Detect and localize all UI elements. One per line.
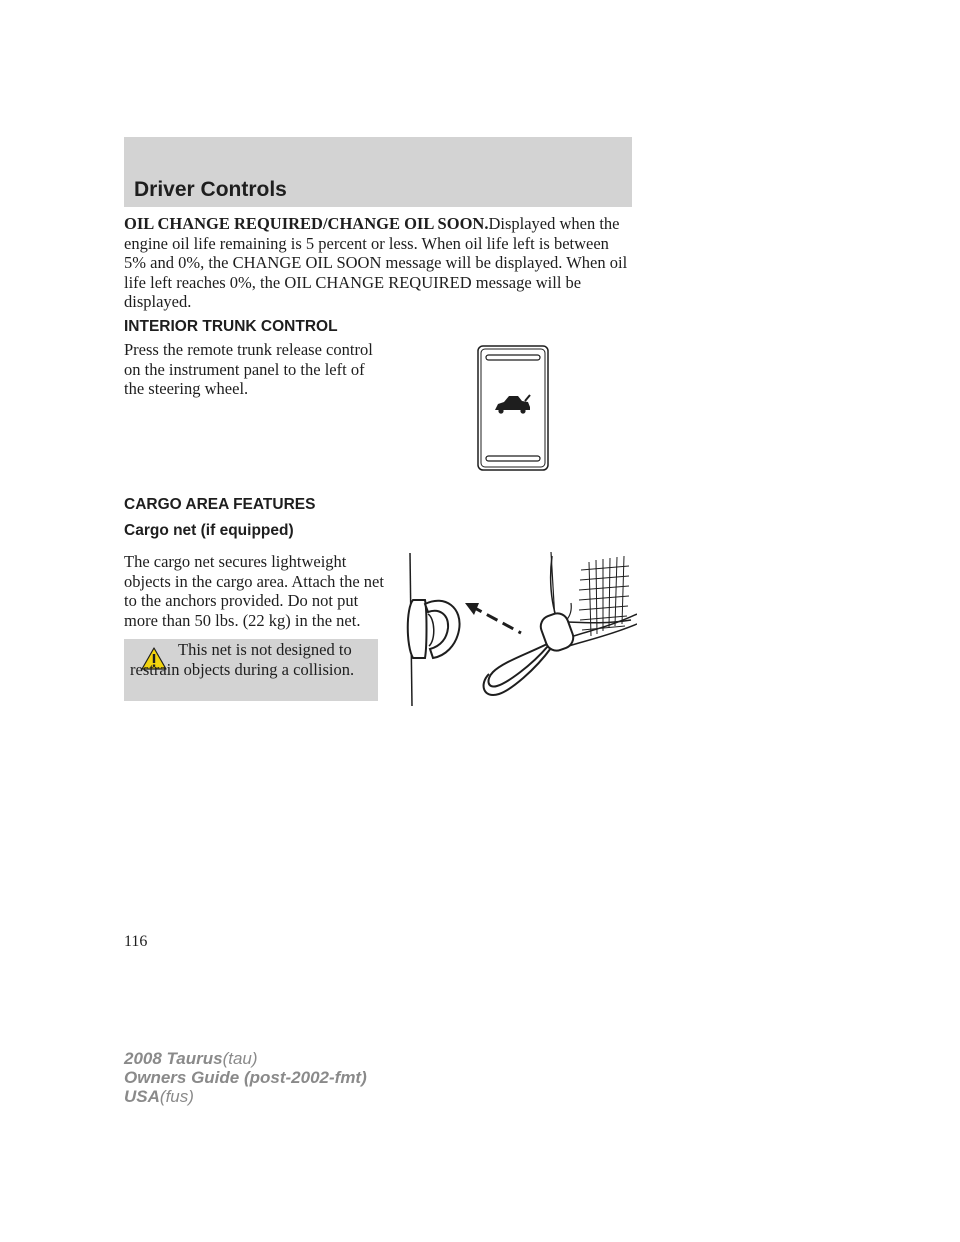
cargo-net-subheading: Cargo net (if equipped) (124, 522, 294, 539)
document-footer (124, 1049, 367, 1106)
oil-change-lead: OIL CHANGE REQUIRED/CHANGE OIL SOON. (124, 214, 489, 233)
warning-text: This net is not designed to restrain objects during a collision. (130, 640, 355, 679)
cargo-area-heading: CARGO AREA FEATURES (124, 496, 316, 513)
section-header (124, 137, 632, 207)
trunk-control-heading: INTERIOR TRUNK CONTROL (124, 318, 338, 335)
footer-line-2: Owners Guide (post-2002-fmt) (124, 1068, 367, 1087)
section-title: Driver Controls (134, 178, 287, 201)
warning-box (124, 639, 378, 701)
oil-change-text: Displayed when the engine oil life remaining is 5 percent or less. When oil life left is between 5% and 0%, the CHANGE OIL SOON message will be displayed. When oil life left reaches 0%, the OIL CHANGE REQUIRED message will be displayed. (124, 214, 628, 311)
cargo-net-text: The cargo net secures lightweight objects in the cargo area. Attach the net to the anchors provided. Do not put more than 50 lbs. (22 kg) in the net. (124, 552, 384, 630)
trunk-control-text: Press the remote trunk release control on the instrument panel to the left of the steering wheel. (124, 340, 373, 398)
trunk-release-switch-icon (477, 345, 549, 471)
footer-line-1: 2008 Taurus(tau) (124, 1049, 258, 1068)
footer-line-3: USA(fus) (124, 1087, 194, 1106)
cargo-net-anchor-illustration (403, 548, 637, 706)
oil-change-paragraph (124, 214, 634, 312)
page-number: 116 (124, 933, 148, 950)
